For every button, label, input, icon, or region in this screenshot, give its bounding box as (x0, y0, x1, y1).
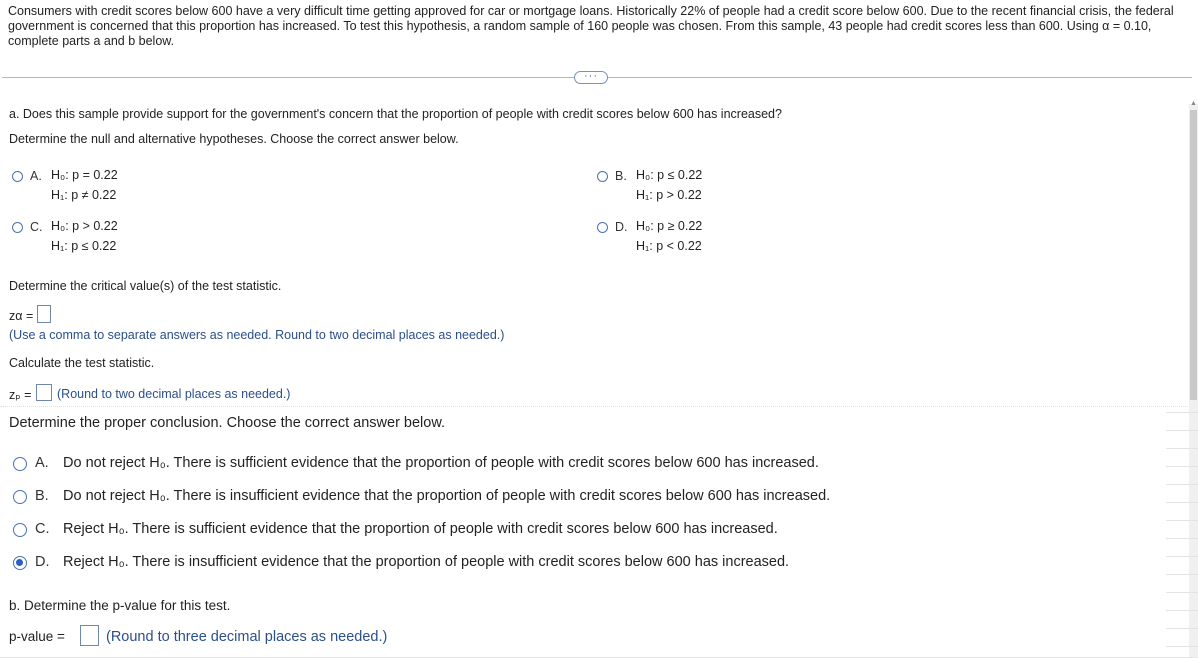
expand-more-button[interactable]: ··· (574, 71, 608, 84)
divider (1166, 628, 1198, 629)
z-alpha-input[interactable] (37, 305, 51, 323)
radio-option-d[interactable] (597, 222, 608, 233)
conclusion-prompt: Determine the proper conclusion. Choose the correct answer below. (9, 415, 446, 431)
zp-label: zₚ = (9, 388, 32, 402)
option-letter: D. (35, 554, 50, 570)
scroll-up-arrow-icon[interactable]: ▲ (1190, 100, 1197, 107)
conclusion-text: Do not reject H₀. There is sufficient evidence that the proportion of people with credit scores below 600 has increased. (63, 455, 819, 471)
pvalue-label: p-value = (9, 629, 65, 644)
divider (1166, 592, 1198, 593)
zp-hint: (Round to two decimal places as needed.) (57, 387, 291, 401)
option-letter: C. (30, 220, 43, 234)
option-letter: B. (35, 488, 49, 504)
pvalue-input[interactable] (80, 625, 99, 646)
radio-conclusion-b[interactable] (13, 490, 27, 504)
scrollbar-thumb[interactable] (1190, 110, 1197, 400)
part-a-question: a. Does this sample provide support for the government's concern that the proportion of people with credit scores below 600 has increased? (9, 107, 782, 121)
null-hypothesis: H₀: p = 0.22 (51, 168, 118, 182)
null-hypothesis: H₀: p > 0.22 (51, 219, 118, 233)
null-hypothesis: H₀: p ≥ 0.22 (636, 219, 703, 233)
alt-hypothesis: H₁: p < 0.22 (636, 239, 702, 253)
test-statistic-prompt: Calculate the test statistic. (9, 356, 155, 370)
radio-option-c[interactable] (12, 222, 23, 233)
option-letter: C. (35, 521, 50, 537)
hypotheses-prompt: Determine the null and alternative hypotheses. Choose the correct answer below. (9, 132, 459, 146)
divider (1166, 520, 1198, 521)
alt-hypothesis: H₁: p > 0.22 (636, 188, 702, 202)
z-alpha-hint: (Use a comma to separate answers as needed. Round to two decimal places as needed.) (9, 328, 505, 342)
divider (1166, 574, 1198, 575)
conclusion-text: Do not reject H₀. There is insufficient evidence that the proportion of people with credit scores below 600 has increased. (63, 488, 831, 504)
option-letter: D. (615, 220, 628, 234)
divider (1166, 484, 1198, 485)
option-letter: A. (30, 169, 42, 183)
divider (0, 406, 1198, 407)
zp-input[interactable] (36, 384, 52, 401)
z-alpha-label: zα = (9, 309, 34, 323)
radio-conclusion-d-selected[interactable] (13, 556, 27, 570)
divider (1166, 538, 1198, 539)
divider (1166, 646, 1198, 647)
alt-hypothesis: H₁: p ≤ 0.22 (51, 239, 117, 253)
divider (1166, 466, 1198, 467)
divider (1166, 412, 1198, 413)
problem-statement: Consumers with credit scores below 600 have a very difficult time getting approved for car or mortgage loans. Historically 22% of people had a credit score below 600. Due to the recent financial crisis, the federal government is concerned that this proportion has increased. To test this hypothesis, a random sample of 160 people was chosen. From this sample, 43 people had credit scores less than 600. Using α = 0.10, complete parts a and b below. (8, 4, 1174, 48)
alt-hypothesis: H₁: p ≠ 0.22 (51, 188, 117, 202)
conclusion-text: Reject H₀. There is sufficient evidence that the proportion of people with credit scores below 600 has increased. (63, 521, 778, 537)
divider (1166, 610, 1198, 611)
radio-conclusion-c[interactable] (13, 523, 27, 537)
critical-value-prompt: Determine the critical value(s) of the test statistic. (9, 279, 282, 293)
option-letter: B. (615, 169, 627, 183)
divider (1166, 556, 1198, 557)
divider (1166, 502, 1198, 503)
option-letter: A. (35, 455, 49, 471)
radio-conclusion-a[interactable] (13, 457, 27, 471)
null-hypothesis: H₀: p ≤ 0.22 (636, 168, 703, 182)
conclusion-text: Reject H₀. There is insufficient evidence that the proportion of people with credit scores below 600 has increased. (63, 554, 790, 570)
part-b-question: b. Determine the p-value for this test. (9, 598, 231, 613)
divider (1166, 448, 1198, 449)
divider (1166, 430, 1198, 431)
radio-option-a[interactable] (12, 171, 23, 182)
radio-option-b[interactable] (597, 171, 608, 182)
pvalue-hint: (Round to three decimal places as needed.) (106, 629, 388, 645)
